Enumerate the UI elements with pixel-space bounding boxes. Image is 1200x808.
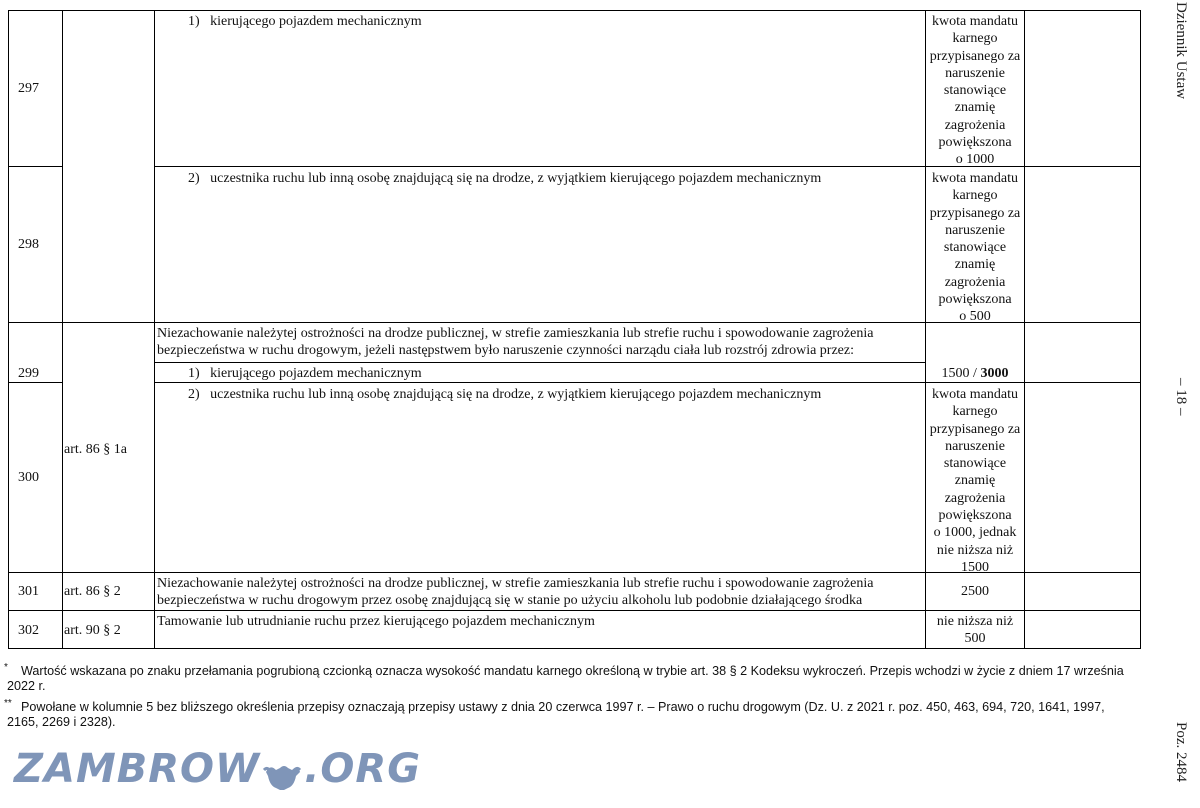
footnote-2-marker: ** [4,698,12,709]
amount-301: 2500 [961,584,989,599]
offense-301: Niezachowanie należytej ostrożności na drodze publicznej, w strefie zamieszkania lub strefie ruchu i spowodowanie zagrożenia bezpieczeństwa w ruchu drogowym przez osobę znajdującą się w stanie po użyciu alkoholu lub podobnie działającego środka [157,576,874,609]
amount-300: kwota mandatu karnego przypisanego za naruszenie stanowiące znamię zagrożenia powiększona o 1000, jednak nie niższa niż 1500 [929,387,1021,575]
amount-297: kwota mandatu karnego przypisanego za naruszenie stanowiące znamię zagrożenia powiększona o 1000 [929,14,1021,168]
offense-302: Tamowanie lub utrudnianie ruchu przez kierującego pojazdem mechanicznym [157,614,595,629]
article-302: art. 90 § 2 [64,623,121,638]
lp-298: 298 [18,237,39,252]
position-number: Poz. 2484 [1173,722,1189,782]
offense-297: 1) kierującego pojazdem mechanicznym [188,14,422,29]
lp-301: 301 [18,584,39,599]
page-number: – 18 – [1173,378,1189,416]
lp-297: 297 [18,81,39,96]
article-301: art. 86 § 2 [64,584,121,599]
footnote-2: ** Powołane w kolumnie 5 bez bliższego określenia przepisy oznaczają przepisy ustawy z dnia 20 czerwca 1997 r. – Prawo o ruchu drogowym (Dz. U. z 2021 r. poz. 450, 463, 694, 720, 1641, 1997, 2165, 2269 i 2328). [4,698,1105,729]
journal-title: Dziennik Ustaw [1173,2,1189,100]
amount-298: kwota mandatu karnego przypisanego za naruszenie stanowiące znamię zagrożenia powiększona o 500 [929,171,1021,325]
offense-299: 1) kierującego pojazdem mechanicznym [188,366,422,381]
footnote-1-marker: * [4,662,8,673]
lp-300: 300 [18,470,39,485]
zambrow-logo: ZAMBROW .ORG [14,746,422,792]
lp-299: 299 [18,366,39,381]
offense-300: 2) uczestnika ruchu lub inną osobę znajdującą się na drodze, z wyjątkiem kierującego pojazdem mechanicznym [188,387,822,402]
bison-icon [262,756,302,786]
footnote-1: * Wartość wskazana po znaku przełamania pogrubioną czcionką oznacza wysokość mandatu karnego określoną w trybie art. 38 § 2 Kodeksu wykroczeń. Przepis wchodzi w życie z dniem 17 września 2022 r. [4,662,1124,693]
article-300: art. 86 § 1a [64,442,127,457]
amount-299: 1500 / 3000 [941,366,1009,381]
amount-302: nie niższa niż 500 [936,614,1014,647]
lp-302: 302 [18,623,39,638]
offense-298: 2) uczestnika ruchu lub inną osobę znajdującą się na drodze, z wyjątkiem kierującego pojazdem mechanicznym [188,171,822,186]
offense-intro-299: Niezachowanie należytej ostrożności na drodze publicznej, w strefie zamieszkania lub strefie ruchu i spowodowanie zagrożenia bezpieczeństwa w ruchu drogowym, jeżeli następstwem było naruszenie czynności narządu ciała lub rozstrój zdrowia przez: [157,326,874,359]
